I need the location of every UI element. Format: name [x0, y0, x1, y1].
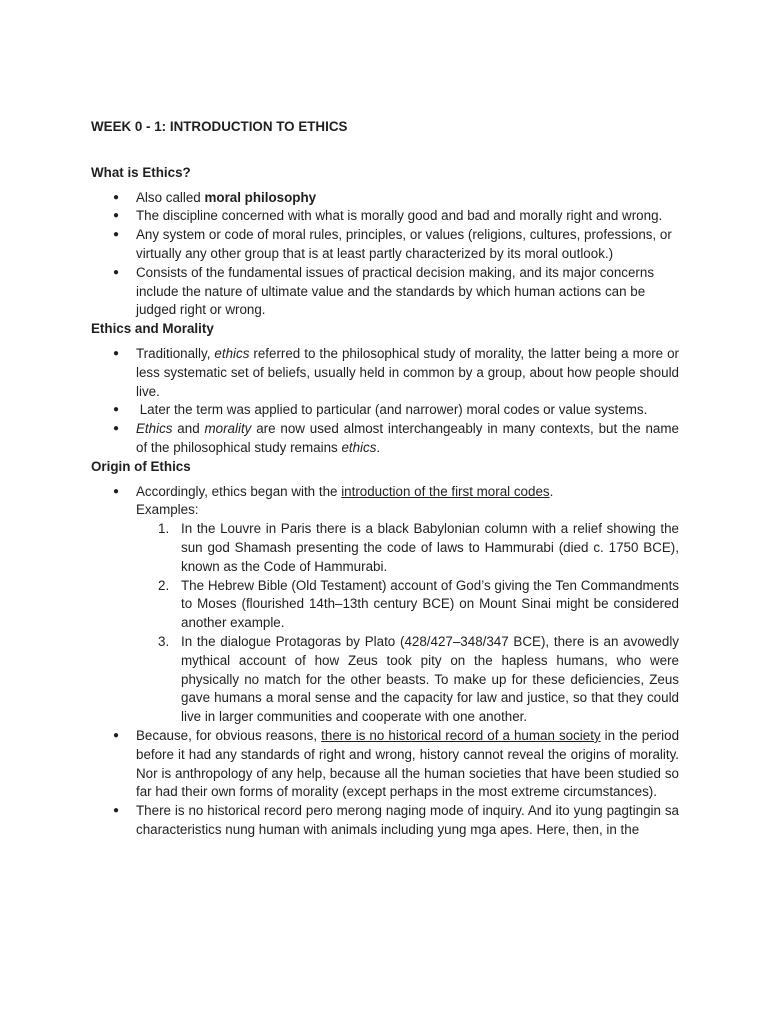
bullet-icon: ●	[113, 191, 120, 203]
bullet-text: and	[172, 421, 205, 437]
list-number: 3.	[158, 633, 170, 649]
example-item	[136, 520, 679, 576]
example-text: In the dialogue Protagoras by Plato (428/427–348/347 BCE), there is an avowedly mythical account of how Zeus took pity on the hapless humans, who were physically no match for the other beasts. To make up for these deficiencies, Zeus gave humans a moral sense and the capacity for law and justice, so that they could live in larger communities and cooperate with one another.	[181, 633, 679, 725]
bullet-text: in the period before it had any standards of right and wrong, history cannot reveal the origins of morality. Nor is anthropology of any help, because all the human societies that have been studied so far had their own forms of morality (except perhaps in the most extreme circumstances).	[136, 727, 680, 800]
example-text: In the Louvre in Paris there is a black Babylonian column with a relief showing the sun god Shamash presenting the code of laws to Hammurabi (died c. 1750 BCE), known as the Code of Hammurabi.	[181, 521, 679, 574]
list-item	[91, 401, 679, 420]
bullet-text: Traditionally,	[136, 345, 215, 361]
list-number: 2.	[158, 577, 170, 593]
bullet-icon: ●	[113, 805, 120, 817]
list-item	[91, 420, 679, 458]
italic-term: morality	[204, 421, 252, 437]
bullet-icon: ●	[113, 423, 120, 435]
document-body	[91, 118, 679, 840]
italic-term: ethics	[214, 345, 250, 361]
bullet-text: referred to the philosophical study of morality, the latter being a more or less systematic set of beliefs, usually held in common by a group, about how people should live.	[136, 345, 679, 399]
bullet-text: are now used almost interchangeably in many contexts, but the name of the philosophical study remains	[136, 421, 679, 455]
bold-term: moral philosophy	[204, 189, 317, 205]
section-heading-ethics-and-morality: Ethics and Morality	[91, 321, 214, 337]
list-item	[91, 264, 679, 320]
bullet-icon: ●	[113, 729, 120, 741]
bullet-text: Consists of the fundamental issues of practical decision making, and its major concerns include the nature of ultimate value and the standards by which human actions can be judged right or wrong.	[136, 264, 655, 318]
list-number: 1.	[158, 521, 170, 537]
bullet-text: The discipline concerned with what is morally good and bad and morally right and wrong.	[136, 208, 663, 224]
example-text: The Hebrew Bible (Old Testament) account of God’s giving the Ten Commandments to Moses (flourished 14th–13th century BCE) on Mount Sinai might be considered another example.	[181, 577, 679, 631]
bullet-icon: ●	[113, 229, 120, 241]
section-heading-origin-of-ethics: Origin of Ethics	[91, 458, 191, 474]
document-title: WEEK 0 - 1: INTRODUCTION TO ETHICS	[91, 119, 348, 134]
bullet-icon: ●	[113, 210, 120, 222]
list-item	[91, 189, 679, 208]
italic-term: ethics	[341, 439, 377, 455]
bullet-text: Accordingly, ethics began with the	[136, 483, 342, 499]
bullet-icon: ●	[113, 266, 120, 278]
bullet-text: There is no historical record pero merong naging mode of inquiry. And ito yung pagtingin sa characteristics nung human with animals including yung mga apes. Here, then, in the	[136, 803, 679, 837]
bullet-icon: ●	[113, 485, 120, 497]
list-item	[91, 226, 679, 264]
list-item	[91, 483, 679, 727]
examples-list	[136, 520, 679, 727]
origin-of-ethics-list	[91, 483, 679, 840]
section-heading-what-is-ethics: What is Ethics?	[91, 164, 191, 180]
what-is-ethics-list	[91, 189, 679, 321]
ethics-morality-list	[91, 345, 679, 458]
list-item	[91, 802, 679, 840]
bullet-text: Any system or code of moral rules, principles, or values (religions, cultures, professions, or virtually any other group that is at least partly characterized by its moral outlook.)	[136, 227, 672, 261]
bullet-text: Because, for obvious reasons,	[136, 727, 322, 743]
bullet-text: .	[376, 439, 381, 455]
bullet-text: Later the term was applied to particular (and narrower) moral codes or value systems.	[136, 402, 648, 418]
example-item	[136, 577, 679, 633]
underlined-text: introduction of the first moral codes	[341, 483, 550, 499]
list-item	[91, 207, 679, 226]
list-item	[91, 727, 679, 802]
underlined-text: there is no historical record of a human society	[321, 727, 601, 743]
bullet-text: Also called	[136, 189, 205, 205]
list-item	[91, 345, 679, 401]
example-item	[136, 633, 679, 727]
examples-label: Examples:	[136, 502, 199, 518]
bullet-icon: ●	[113, 347, 120, 359]
bullet-text: .	[549, 483, 554, 499]
italic-term: Ethics	[136, 421, 173, 437]
bullet-icon: ●	[113, 404, 120, 416]
